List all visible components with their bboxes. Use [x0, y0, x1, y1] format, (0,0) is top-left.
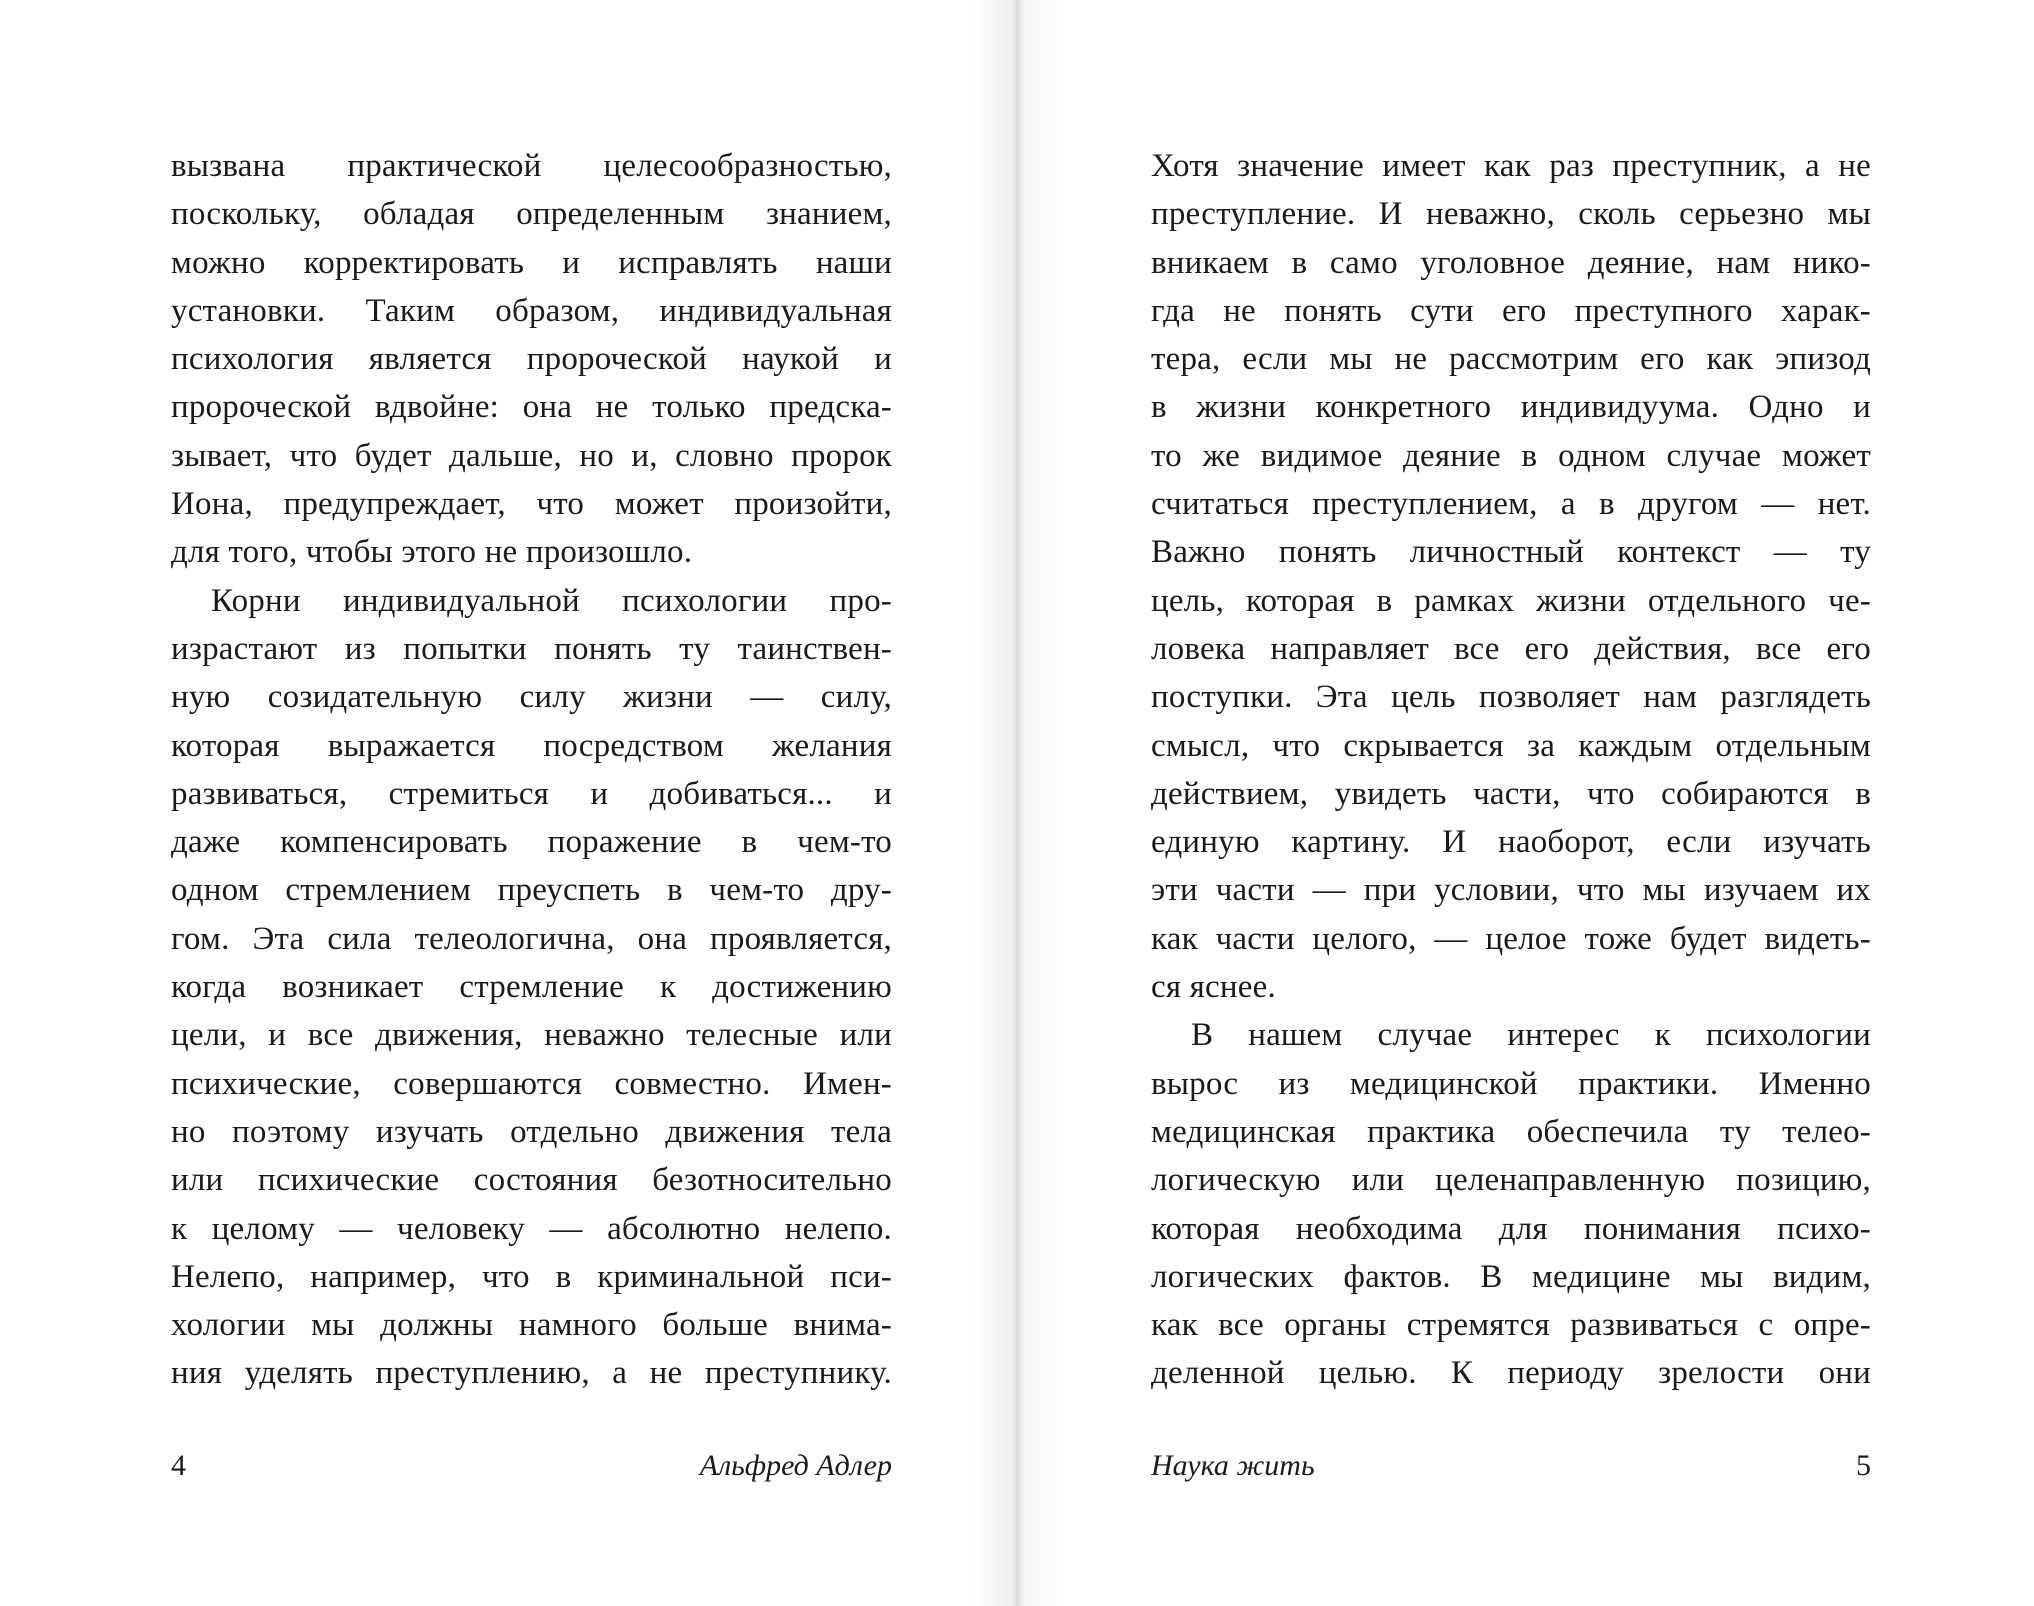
text-line: ловека направляет все его действия, все его — [1151, 630, 1871, 667]
text-line: психические, совершаются совместно. Имен- — [171, 1065, 892, 1102]
text-line: хологии мы должны намного больше внима- — [171, 1307, 892, 1344]
running-head-title: Наука жить — [1151, 1449, 1315, 1482]
text-line: к целому — человеку — абсолютно нелепо. — [171, 1210, 892, 1247]
text-line: вырос из медицинской практики. Именно — [1151, 1065, 1871, 1102]
text-line: то же видимое деяние в одном случае может — [1151, 437, 1871, 474]
text-line: Важно понять личностный контекст — ту — [1151, 534, 1871, 571]
text-line: цели, и все движения, неважно телесные или — [171, 1017, 892, 1054]
text-line: в жизни конкретного индивидуума. Одно и — [1151, 389, 1871, 426]
text-line: когда возникает стремление к достижению — [171, 969, 892, 1006]
text-line: как части целого, — целое тоже будет видеть- — [1151, 920, 1871, 957]
text-line: которая выражается посредством желания — [171, 727, 892, 764]
left-page-body — [171, 142, 892, 1398]
text-line: как все органы стремятся развиваться с опре- — [1151, 1307, 1871, 1344]
text-line: Нелепо, например, что в криминальной пси- — [171, 1258, 892, 1295]
text-line: гом. Эта сила телеологична, она проявляется, — [171, 920, 892, 957]
text-line: для того, чтобы этого не произошло. — [171, 534, 693, 571]
text-line: психология является пророческой наукой и — [171, 341, 892, 378]
text-line: единую картину. И наоборот, если изучать — [1151, 824, 1871, 861]
text-line: вызвана практической целесообразностью, — [171, 148, 892, 184]
text-line: одном стремлением преуспеть в чем-то дру- — [171, 872, 892, 909]
running-head-author: Альфред Адлер — [699, 1449, 892, 1482]
text-line: тера, если мы не рассмотрим его как эпизод — [1151, 341, 1871, 378]
text-line: которая необходима для понимания психо- — [1151, 1210, 1871, 1247]
text-line: гда не понять сути его преступного харак- — [1151, 292, 1871, 329]
page-number-left: 4 — [171, 1449, 186, 1482]
text-line: логических фактов. В медицине мы видим, — [1151, 1258, 1871, 1295]
text-line: или психические состояния безотносительно — [171, 1162, 892, 1199]
page-number-right: 5 — [1856, 1449, 1871, 1482]
text-line: развиваться, стремиться и добиваться... и — [171, 775, 892, 812]
text-line: преступление. И неважно, сколь серьезно мы — [1151, 196, 1871, 233]
text-line: деленной целью. К периоду зрелости они — [1151, 1355, 1871, 1392]
text-line: даже компенсировать поражение в чем-то — [171, 824, 892, 861]
text-line: израстают из попытки понять ту таинствен- — [171, 630, 892, 667]
text-line: поскольку, обладая определенным знанием, — [171, 196, 892, 233]
text-line: медицинская практика обеспечила ту телео- — [1151, 1113, 1871, 1150]
text-line: Иона, предупреждает, что может произойти, — [171, 486, 892, 523]
text-line: но поэтому изучать отдельно движения тела — [171, 1113, 892, 1150]
text-line: поступки. Эта цель позволяет нам разглядеть — [1151, 679, 1871, 716]
text-line: можно корректировать и исправлять наши — [171, 244, 892, 281]
text-line: Корни индивидуальной психологии про- — [211, 582, 892, 619]
text-line: Хотя значение имеет как раз преступник, а не — [1151, 148, 1871, 184]
text-line: цель, которая в рамках жизни отдельного че- — [1151, 582, 1871, 619]
right-page-body — [1151, 142, 1871, 1398]
text-line: ния уделять преступлению, а не преступнику. — [171, 1355, 892, 1392]
text-line: ную созидательную силу жизни — силу, — [171, 679, 892, 716]
text-line: эти части — при условии, что мы изучаем их — [1151, 872, 1871, 909]
text-line: считаться преступлением, а в другом — нет. — [1151, 486, 1871, 523]
text-line: пророческой вдвойне: она не только предска- — [171, 389, 892, 426]
text-line: действием, увидеть части, что собираются в — [1151, 775, 1871, 812]
text-line: ся яснее. — [1151, 969, 1276, 1006]
text-line: смысл, что скрывается за каждым отдельным — [1151, 727, 1871, 764]
text-line: зывает, что будет дальше, но и, словно пророк — [171, 437, 892, 474]
text-line: вникаем в само уголовное деяние, нам нико- — [1151, 244, 1871, 281]
text-line: логическую или целенаправленную позицию, — [1151, 1162, 1871, 1199]
text-line: установки. Таким образом, индивидуальная — [171, 292, 892, 329]
text-line: В нашем случае интерес к психологии — [1191, 1017, 1871, 1054]
